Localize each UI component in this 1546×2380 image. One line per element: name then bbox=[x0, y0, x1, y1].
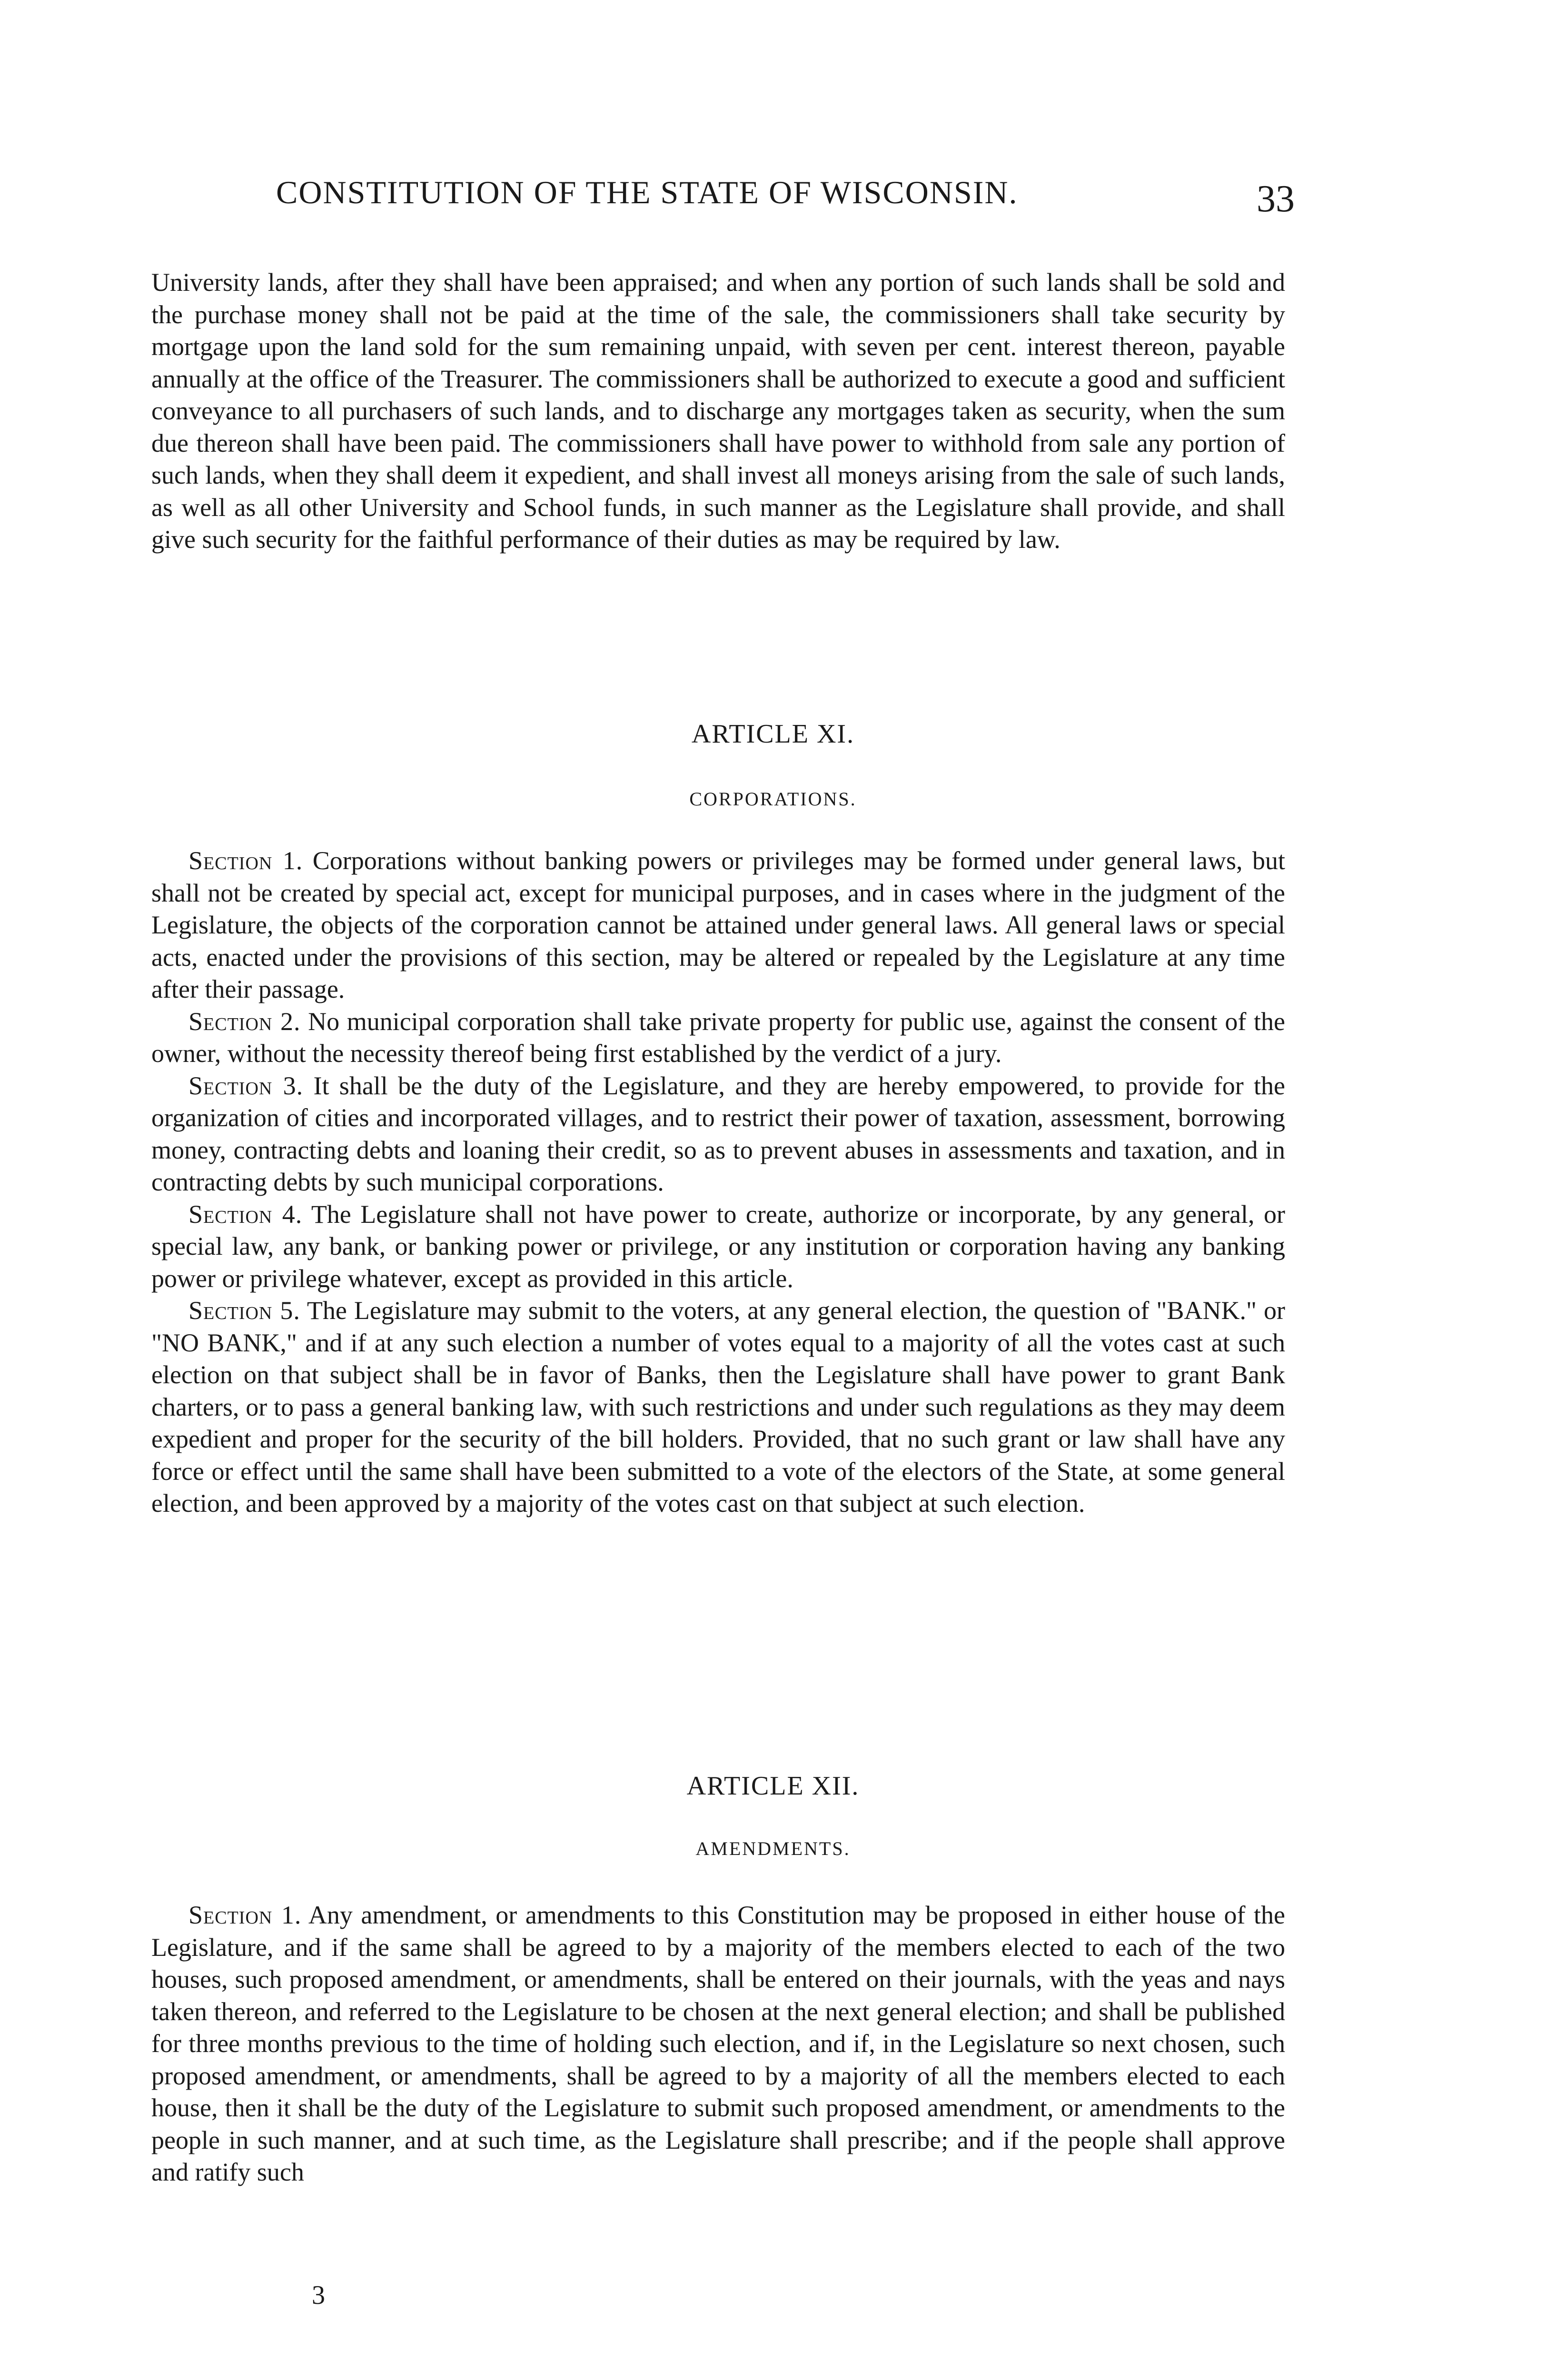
page-number: 33 bbox=[1257, 178, 1295, 220]
section-text: Corporations without banking powers or privileges may be formed under general laws, but shall not be created by special act, except for municipal purposes, and in cases where in the judgment of the Legislature, the objects of the corporation cannot be attained under general laws. All general laws or special acts, enacted under the provisions of this section, may be altered or repealed by the Legislature at any time after their passage. bbox=[151, 846, 1285, 1003]
continuation-paragraph-block bbox=[151, 267, 1285, 662]
article-xi-section-4 bbox=[151, 1199, 1285, 1295]
article-xi-section-2 bbox=[151, 1006, 1285, 1070]
section-text: No municipal corporation shall take private property for public use, against the consent of the owner, without the necessity thereof being first established by the verdict of a jury. bbox=[151, 1007, 1286, 1068]
continuation-paragraph: University lands, after they shall have been appraised; and when any portion of such lands shall be sold and the purchase money shall not be paid at the time of the sale, the commissioners shall take security by mortgage upon the land sold for the sum remaining unpaid, with seven per cent. interest thereon, payable annually at the office of the Treasurer. The commissioners shall be authorized to execute a good and sufficient conveyance to all purchasers of such lands, and to discharge any mortgages taken as security, when the sum due thereon shall have been paid. The commissioners shall have power to withhold from sale any portion of such lands, when they shall deem it expedient, and shall invest all moneys arising from the sale of such lands, as well as all other University and School funds, in such manner as the Legislature shall provide, and shall give such security for the faithful performance of their duties as may be required by law. bbox=[151, 268, 1285, 554]
article-xii-title: ARTICLE XII. bbox=[686, 1771, 860, 1801]
section-label: Section 2. bbox=[188, 1007, 301, 1036]
section-text: The Legislature may submit to the voters, at any general election, the question of "BANK." or "NO BANK," and if at any such election a number of votes equal to a majority of all the votes cast at such election on that subject shall be in favor of Banks, then the Legislature shall have power to grant Bank charters, or to pass a general banking law, with such restrictions and under such regulations as they may deem expedient and proper for the security of the bill holders. Provided, that no such grant or law shall have any force or effect until the same shall have been submitted to a vote of the electors of the State, at some general election, and been approved by a majority of the votes cast on that subject at such election. bbox=[151, 1296, 1286, 1517]
section-text: The Legislature shall not have power to create, authorize or incorporate, by any general, or special law, any bank, or banking power or privilege, or any institution or corporation having any banking power or privilege whatever, except as provided in this article. bbox=[151, 1200, 1286, 1293]
article-xi-body bbox=[151, 845, 1285, 1740]
article-xii-subtitle: AMENDMENTS. bbox=[695, 1838, 851, 1859]
section-text: Any amendment, or amendments to this Constitution may be proposed in either house of the Legislature, and if the same shall be agreed to by a majority of the members elected to each of the two houses, such proposed amendment, or amendments, shall be entered on their journals, with the yeas and nays taken thereon, and referred to the Legislature to be chosen at the next general election; and shall be published for three months previous to the time of holding such election, and if, in the Legislature so next chosen, such proposed amendment, or amendments, shall be agreed to by a majority of all the members elected to each house, then it shall be the duty of the Legislature to submit such proposed amendment, or amendments to the people in such manner, and at such time, as the Legislature shall prescribe; and if the people shall approve and ratify such bbox=[151, 1901, 1286, 2186]
article-xi-section-1 bbox=[151, 845, 1285, 1006]
article-xi-section-5 bbox=[151, 1295, 1285, 1520]
page-header bbox=[276, 174, 1295, 226]
section-label: Section 5. bbox=[188, 1296, 300, 1325]
signature-mark: 3 bbox=[312, 2281, 325, 2310]
running-title: CONSTITUTION OF THE STATE OF WISCONSIN. bbox=[276, 174, 1018, 210]
article-xii-body bbox=[151, 1899, 1285, 2294]
article-xi-subtitle: CORPORATIONS. bbox=[689, 788, 857, 810]
section-label: Section 4. bbox=[188, 1200, 303, 1229]
section-label: Section 1. bbox=[188, 1901, 302, 1929]
section-label: Section 1. bbox=[188, 846, 303, 875]
article-xii-section-1 bbox=[151, 1899, 1285, 2189]
section-text: It shall be the duty of the Legislature, and they are hereby empowered, to provide for the organization of cities and incorporated villages, and to restrict their power of taxation, assessment, borrowing money, contracting debts and loaning their credit, so as to prevent abuses in assessments and taxation, and in contracting debts by such municipal corporations. bbox=[151, 1071, 1285, 1196]
article-xi-title: ARTICLE XI. bbox=[691, 719, 855, 749]
section-label: Section 3. bbox=[188, 1071, 304, 1100]
article-xi-section-3 bbox=[151, 1070, 1285, 1199]
